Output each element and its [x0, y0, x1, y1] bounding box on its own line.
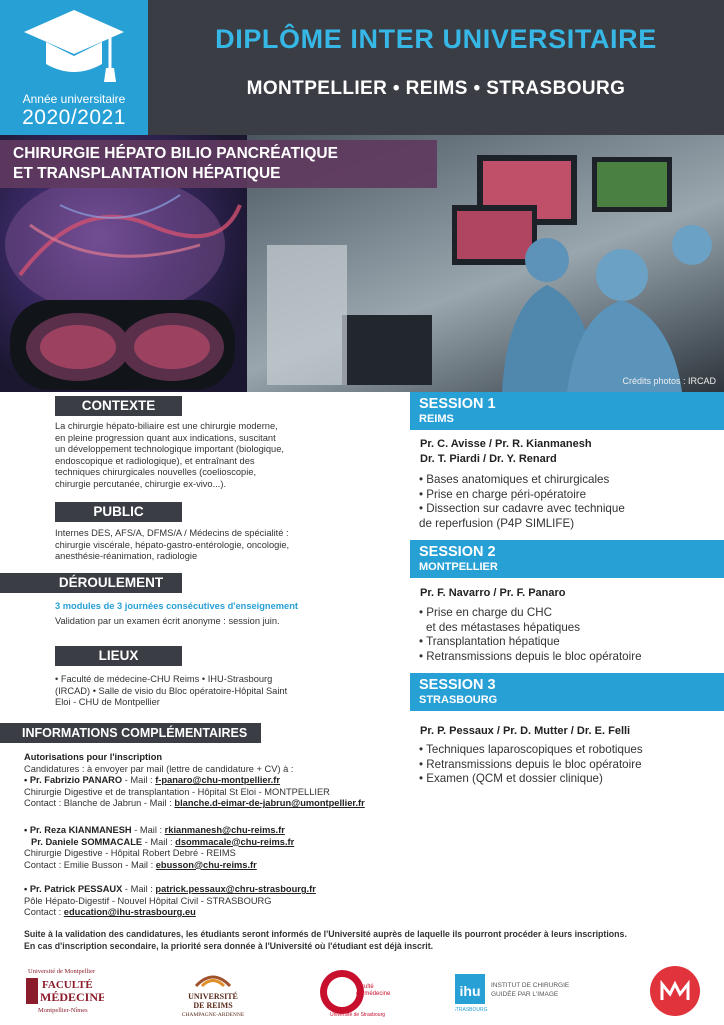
logo-text: faculté: [356, 984, 374, 990]
contact-line: [24, 775, 365, 787]
session-city: REIMS: [419, 413, 454, 425]
deroulement-heading: DÉROULEMENT: [0, 573, 182, 593]
contact-line: [24, 798, 365, 810]
contact-name: • Pr. Fabrizio PANARO: [24, 775, 123, 786]
contact-name: Pr. Daniele SOMMACALE: [31, 836, 143, 847]
lieux-heading: LIEUX: [55, 646, 182, 666]
session-title: SESSION 2: [419, 544, 496, 560]
year-label: Année universitaire: [22, 92, 126, 106]
montpellier-faculty-logo: [24, 964, 104, 1020]
um-round-logo: [648, 964, 702, 1018]
session-3-topics: [419, 743, 643, 787]
text-line: en pleine progression quant aux indications, suscitant: [55, 432, 276, 443]
topic-item: • Retransmissions depuis le bloc opératoire: [419, 649, 642, 663]
doctor-line: Pr. C. Avisse / Pr. R. Kianmanesh: [420, 438, 592, 450]
partner-logos: [0, 958, 724, 1024]
doctor-line: Pr. F. Navarro / Pr. F. Panaro: [420, 587, 566, 599]
session-2-doctors: [420, 586, 566, 601]
contact-line: [24, 860, 294, 872]
text-line: anesthésie-réanimation, radiologie: [55, 551, 198, 562]
email-link[interactable]: blanche.d-eimar-de-jabrun@umontpellier.fr: [174, 798, 365, 809]
candidatures-line: Candidatures : à envoyer par mail (lettre de candidature + CV) à :: [24, 763, 294, 774]
text-line: chirurgie viscérale, hépato-gastro-entérologie, oncologie,: [55, 539, 290, 550]
text-line: • Faculté de médecine-CHU Reims • IHU-Strasbourg: [55, 674, 273, 684]
email-link[interactable]: patrick.pessaux@chru-strasbourg.fr: [155, 884, 316, 894]
logo-text: DE REIMS: [193, 1001, 233, 1010]
department-line: Chirurgie Digestive - Hôpital Robert Debré - REIMS: [24, 848, 236, 859]
session-1-topics: [419, 473, 625, 531]
text-line: endoscopique et radiologique), et entraînant des: [55, 455, 255, 466]
program-subtitle: [0, 140, 437, 188]
subtitle-line-2: ET TRANSPLANTATION HÉPATIQUE: [13, 165, 281, 182]
topic-item: • Prise en charge péri-opératoire: [419, 487, 587, 501]
session-2-header: [410, 540, 724, 578]
contact-line: [24, 837, 294, 849]
auth-title: Autorisations pour l'inscription: [24, 752, 163, 762]
contact-name: • Pr. Reza KIANMANESH: [24, 825, 132, 835]
mail-label: - Mail :: [131, 825, 165, 835]
info-block-3: [24, 884, 316, 919]
email-link[interactable]: dsommacale@chu-reims.fr: [175, 836, 295, 847]
reims-university-logo: [178, 966, 248, 1020]
header-banner: [0, 0, 724, 135]
lieux-text: [55, 674, 337, 709]
contexte-heading: CONTEXTE: [55, 396, 182, 416]
contact-label: Contact : Blanche de Jabrun - Mail :: [24, 798, 175, 809]
text-line: La chirurgie hépato-biliaire est une chirurgie moderne,: [55, 421, 278, 431]
session-3-header: [410, 673, 724, 711]
notice-line: En cas d'inscription secondaire, la priorité sera donnée à l'Université où l'étudiant est déjà inscrit.: [24, 940, 434, 951]
mail-label: - Mail :: [122, 884, 156, 894]
logo-text: Université de Montpellier: [28, 968, 96, 975]
topic-item: de reperfusion (P4P SIMLIFE): [419, 516, 575, 530]
mail-label: - Mail :: [142, 836, 176, 847]
topic-item: • Dissection sur cadavre avec technique: [419, 502, 625, 516]
logo-text: MÉDECINE: [40, 990, 104, 1004]
topic-item: • Prise en charge du CHC: [419, 606, 552, 619]
text-line: Eloi - CHU de Montpellier: [55, 697, 160, 708]
public-heading: PUBLIC: [55, 502, 182, 522]
text-line: (IRCAD) • Salle de visio du Bloc opératoire-Hôpital Saint: [55, 685, 288, 696]
logo-text: de médecine: [356, 991, 390, 997]
email-link[interactable]: rkianmanesh@chu-reims.fr: [164, 825, 285, 835]
validation-line: Validation par un examen écrit anonyme : session juin.: [55, 615, 280, 626]
department-line: Chirurgie Digestive et de transplantation - Hôpital St Eloi - MONTPELLIER: [24, 786, 330, 797]
topic-item: • Examen (QCM et dossier clinique): [419, 772, 603, 786]
doctor-line: Dr. T. Piardi / Dr. Y. Renard: [420, 452, 557, 465]
doctor-line: Pr. P. Pessaux / Pr. D. Mutter / Dr. E. Felli: [420, 725, 631, 737]
logo-text: FACULTÉ: [42, 979, 93, 991]
logo-text: INSTITUT DE CHIRURGIE: [491, 982, 570, 989]
session-city: MONTPELLIER: [419, 561, 498, 573]
contact-name: • Pr. Patrick PESSAUX: [24, 884, 123, 894]
department-line: Pôle Hépato-Digestif - Nouvel Hôpital Civil - STRASBOURG: [24, 895, 272, 906]
strasbourg-faculty-logo: [316, 964, 390, 1020]
email-link[interactable]: education@ihu-strasbourg.eu: [63, 907, 196, 918]
contexte-text: [55, 421, 335, 491]
session-title: SESSION 1: [419, 396, 496, 412]
notice-line: Suite à la validation des candidatures, les étudiants seront informés de l'Université auprès de laquelle ils pourront procéder à leurs inscriptions.: [24, 929, 627, 939]
text-line: chirurgie percutanée, chirurgie ex-vivo...).: [55, 478, 227, 489]
contact-line: [24, 907, 316, 919]
topic-item: • Transplantation hépatique: [419, 635, 560, 649]
logo-text: Université de Strasbourg: [330, 1012, 386, 1018]
text-line: un développement technologique important (biologique,: [55, 444, 284, 455]
email-link[interactable]: f-panaro@chu-montpellier.fr: [155, 775, 280, 786]
year-badge: [0, 0, 148, 135]
year-value: 2020/2021: [22, 106, 126, 129]
session-title: SESSION 3: [419, 677, 496, 693]
topic-item: • Techniques laparoscopiques et robotiques: [419, 743, 643, 756]
cities-line: MONTPELLIER • REIMS • STRASBOURG: [246, 78, 626, 99]
photo-band: [0, 135, 724, 392]
session-2-topics: [419, 606, 642, 664]
session-3-doctors: [420, 724, 630, 739]
contact-line: [24, 884, 316, 896]
contact-label: Contact :: [24, 907, 64, 918]
session-1-header: [410, 392, 724, 430]
page-title: DIPLÔME INTER UNIVERSITAIRE: [215, 24, 657, 54]
graduation-cap-icon: [22, 6, 126, 90]
topic-item: • Bases anatomiques et chirurgicales: [419, 473, 610, 486]
logo-text: STRASBOURG: [455, 1007, 488, 1012]
ihu-strasbourg-logo: [455, 972, 580, 1012]
logo-text: GUIDÉE PAR L'IMAGE: [491, 991, 559, 998]
email-link[interactable]: ebusson@chu-reims.fr: [155, 859, 257, 870]
modules-highlight: 3 modules de 3 journées consécutives d'enseignement: [55, 601, 298, 611]
topic-item: et des métastases hépatiques: [426, 620, 581, 634]
subtitle-line-1: CHIRURGIE HÉPATO BILIO PANCRÉATIQUE: [13, 145, 338, 162]
public-text: [55, 528, 345, 563]
info-block-2: [24, 825, 294, 871]
info-heading: INFORMATIONS COMPLÉMENTAIRES: [0, 723, 261, 743]
logo-text: CHAMPAGNE-ARDENNE: [181, 1012, 245, 1018]
session-1-doctors: [420, 437, 592, 466]
topic-item: • Retransmissions depuis le bloc opératoire: [419, 757, 642, 771]
deroulement-text: [55, 601, 365, 627]
text-line: Internes DES, AFS/A, DFMS/A / Médecins de spécialité :: [55, 528, 289, 538]
text-line: techniques chirurgicales nouvelles (coelioscopie,: [55, 467, 257, 478]
contact-line: [24, 825, 294, 837]
logo-text: Montpellier-Nîmes: [38, 1007, 88, 1014]
photo-credits: Crédits photos : IRCAD: [622, 376, 716, 386]
logo-text: ihu: [459, 983, 481, 999]
contact-label: Contact : Emilie Busson - Mail :: [24, 859, 156, 870]
mail-label: - Mail :: [122, 775, 156, 786]
registration-notice: [24, 929, 627, 952]
info-block-1: [24, 752, 365, 810]
logo-text: UNIVERSITÉ: [188, 992, 238, 1001]
session-city: STRASBOURG: [419, 694, 498, 706]
